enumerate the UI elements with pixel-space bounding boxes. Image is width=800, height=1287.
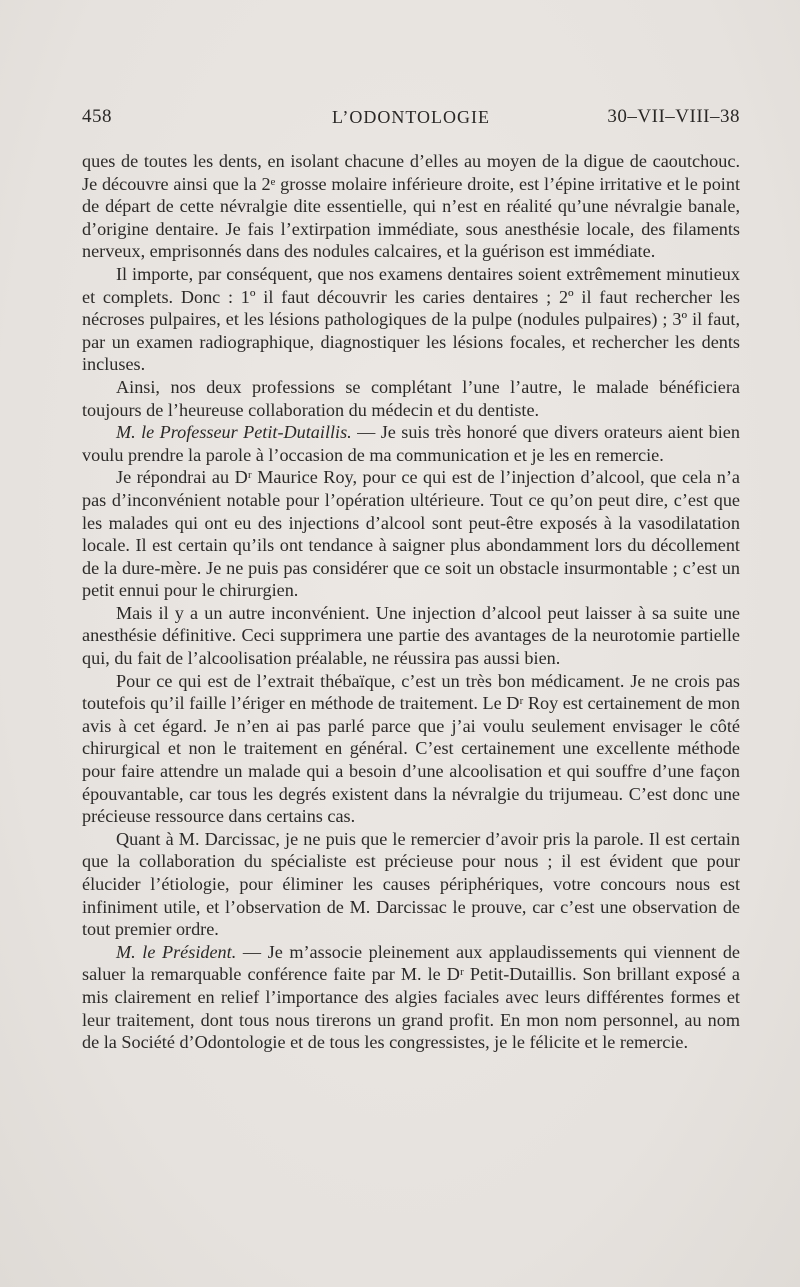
speaker-name: M. le Professeur Petit-Dutaillis. bbox=[116, 422, 352, 443]
paragraph-2 bbox=[82, 263, 740, 376]
paragraph-7 bbox=[82, 670, 740, 828]
paragraph-text: Il importe, par conséquent, que nos examens dentaires soient extrêmement minutieux et complets. Donc : 1º il faut découvrir les caries dentaires ; 2º il faut rechercher les nécroses pulpaires, et les lésions pathologiques de la pulpe (nodules pulpaires) ; 3º il faut, par un examen radiographique, diagnostiquer les lésions focales, et rechercher les dents incluses. bbox=[82, 263, 740, 375]
article-body bbox=[82, 150, 740, 1054]
running-header bbox=[82, 106, 740, 134]
paragraph-text: ques de toutes les dents, en isolant chacune d’elles au moyen de la digue de caoutchouc. Je découvre ainsi que la 2ᵉ grosse molaire inférieure droite, est l’épine irritative et le point de départ de cette névralgie dite essentielle, qui n’est en réalité qu’une névralgie banale, d’origine dentaire. Je fais l’extirpation immédiate, sous anesthésie locale, des filaments nerveux, emprisonnés dans des nodules calcaires, et la guérison est immédiate. bbox=[82, 151, 740, 262]
paragraph-text: — Je m’associe pleinement aux applaudissements qui viennent de saluer la remarquable conférence faite par M. le Dʳ Petit-Dutaillis. Son brillant exposé a mis clairement en relief l’importance des algies faciales avec leurs différentes formes et leur traitement, dont tous nous tirerons un grand profit. En mon nom personnel, au nom de la Société d’Odontologie et de tous les congressistes, je le félicite et le remercie. bbox=[82, 941, 740, 1053]
page-number: 458 bbox=[82, 106, 112, 127]
paragraph-text: Quant à M. Darcissac, je ne puis que le remercier d’avoir pris la parole. Il est certain que la collaboration du spécialiste est précieuse pour nous ; il est évident que pour élucider l’étiologie, pour éliminer les causes périphériques, votre concours nous est infiniment utile, et l’observation de M. Darcissac le prouve, car c’est une observation de tout premier ordre. bbox=[82, 828, 740, 940]
paragraph-text: — Je suis très honoré que divers orateurs aient bien voulu prendre la parole à l’occasion de ma communication et je les en remercie. bbox=[82, 422, 740, 465]
paragraph-text: Mais il y a un autre inconvénient. Une injection d’alcool peut laisser à sa suite une anesthésie définitive. Ceci supprimera une partie des avantages de la neurotomie partielle qui, du fait de l’alcoolisation préalable, ne réussira pas aussi bien. bbox=[82, 602, 740, 669]
speaker-name: M. le Président. bbox=[116, 941, 237, 962]
paragraph-text: Ainsi, nos deux professions se complétant l’une l’autre, le malade bénéficiera toujours de l’heureuse collaboration du médecin et du dentiste. bbox=[82, 376, 740, 420]
journal-title: L’ODONTOLOGIE bbox=[332, 107, 490, 127]
paragraph-4 bbox=[82, 421, 740, 466]
paragraph-text: Je répondrai au Dʳ Maurice Roy, pour ce qui est de l’injection d’alcool, que cela n’a pas d’inconvénient notable pour l’opération ultérieure. Tout ce qu’on peut dire, c’est que les malades qui ont eu des injections d’alcool sont peut-être exposés à la vasodilatation locale. Il est certain qu’ils ont tendance à saigner plus abondamment lors du décollement de la dure-mère. Je ne puis pas considérer que ce soit un obstacle insurmontable ; c’est un petit ennui pour le chirurgien. bbox=[82, 467, 740, 601]
paragraph-6 bbox=[82, 602, 740, 670]
paragraph-1 bbox=[82, 150, 740, 263]
paragraph-8 bbox=[82, 828, 740, 941]
issue-date: 30–VII–VIII–38 bbox=[607, 106, 740, 127]
paragraph-9 bbox=[82, 941, 740, 1054]
paragraph-text: Pour ce qui est de l’extrait thébaïque, c’est un très bon médicament. Je ne crois pas toutefois qu’il faille l’ériger en méthode de traitement. Le Dʳ Roy est certainement de mon avis à cet égard. Je n’en ai pas parlé parce que j’ai voulu seulement envisager le côté chirurgical et non le traitement en général. C’est certainement une excellente méthode pour faire attendre un malade qui a besoin d’une alcoolisation et qui souffre d’une façon épouvantable, car tous les degrés existent dans la névralgie du trijumeau. C’est donc une précieuse ressource dans certains cas. bbox=[82, 670, 740, 827]
paragraph-5 bbox=[82, 466, 740, 602]
paragraph-3 bbox=[82, 376, 740, 421]
